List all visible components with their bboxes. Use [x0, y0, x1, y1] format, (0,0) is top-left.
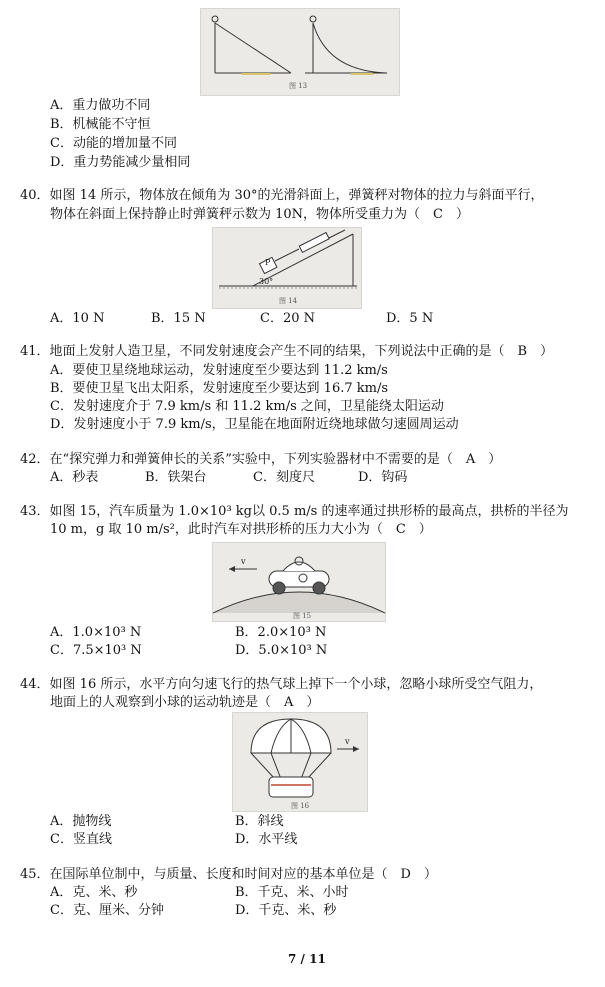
q39-option-d: D．重力势能减少量相同 — [50, 155, 191, 170]
q42-option-d: D．钩码 — [358, 470, 408, 485]
q44-option-c: C．竖直线 — [50, 832, 112, 847]
q43-option-c: C．7.5×10³ N — [50, 643, 142, 658]
q43-stem-line1: 43．如图 15，汽车质量为 1.0×10³ kg以 0.5 m/s 的速率通过拱形桥的最高点，拱桥的半径为 — [20, 504, 569, 519]
q44-option-a: A．抛物线 — [50, 814, 112, 829]
q39-option-a: A．重力做功不同 — [50, 98, 151, 113]
q41-stem: 41．地面上发射人造卫星，不同发射速度会产生不同的结果，下列说法中正确的是（ B ） — [20, 344, 554, 359]
figure-15-caption: 图 15 — [293, 612, 312, 620]
q40-option-a: A．10 N — [50, 311, 105, 326]
figure-13-caption: 图 13 — [289, 82, 308, 90]
figure-14-angle: 30° — [259, 277, 274, 286]
figure-14 — [212, 227, 362, 309]
q40-stem-line2: 物体在斜面上保持静止时弹簧秤示数为 10N，物体所受重力为（ C ） — [50, 207, 469, 222]
q41-option-a: A．要使卫星绕地球运动，发射速度至少要达到 11.2 km/s — [50, 363, 388, 378]
q42-stem: 42．在“探究弹力和弹簧伸长的关系”实验中，下列实验器材中不需要的是（ A ） — [20, 452, 502, 467]
q39-option-b: B．机械能不守恒 — [50, 117, 151, 132]
q39-option-c: C．动能的增加量不同 — [50, 136, 177, 151]
q44-stem-line2: 地面上的人观察到小球的运动轨迹是（ A ） — [50, 695, 320, 710]
figure-14-caption: 图 14 — [279, 297, 298, 305]
figure-16 — [232, 712, 368, 812]
figure-13 — [200, 8, 400, 96]
q41-option-d: D．发射速度小于 7.9 km/s，卫星能在地面附近绕地球做匀速圆周运动 — [50, 417, 459, 432]
q42-option-c: C．刻度尺 — [253, 470, 315, 485]
figure-15-drawing — [213, 543, 385, 621]
q40-stem-line1: 40．如图 14 所示，物体放在倾角为 30°的光滑斜面上，弹簧秤对物体的拉力与斜面平行， — [20, 188, 544, 203]
q41-option-b: B．要使卫星飞出太阳系，发射速度至少要达到 16.7 km/s — [50, 381, 389, 396]
q43-option-a: A．1.0×10³ N — [50, 625, 142, 640]
q40-option-d: D．5 N — [386, 311, 434, 326]
q43-stem-line2: 10 m，g 取 10 m/s²，此时汽车对拱形桥的压力大小为（ C ） — [50, 522, 432, 537]
q45-option-d: D．千克、米、秒 — [235, 903, 337, 918]
q43-option-d: D．5.0×10³ N — [235, 643, 328, 658]
figure-16-label-v: v — [345, 737, 350, 746]
q40-option-b: B．15 N — [151, 311, 206, 326]
q45-stem: 45．在国际单位制中，与质量、长度和时间对应的基本单位是（ D ） — [20, 867, 437, 882]
page-number: 7 / 11 — [288, 952, 326, 966]
q43-option-b: B．2.0×10³ N — [235, 625, 327, 640]
q45-option-b: B．千克、米、小时 — [235, 885, 349, 900]
q44-option-d: D．水平线 — [235, 832, 298, 847]
q45-option-a: A．克、米、秒 — [50, 885, 138, 900]
q44-stem-line1: 44．如图 16 所示，水平方向匀速飞行的热气球上掉下一个小球，忽略小球所受空气阻力， — [20, 677, 543, 692]
figure-14-label-p: P — [265, 258, 271, 267]
q42-option-a: A．秒表 — [50, 470, 99, 485]
q45-option-c: C．克、厘米、分钟 — [50, 903, 164, 918]
q44-option-b: B．斜线 — [235, 814, 284, 829]
figure-16-caption: 图 16 — [291, 802, 310, 810]
figure-15-label-v: v — [241, 557, 246, 566]
figure-16-drawing — [233, 713, 367, 811]
figure-15 — [212, 542, 386, 622]
q41-option-c: C．发射速度介于 7.9 km/s 和 11.2 km/s 之间，卫星能绕太阳运动 — [50, 399, 444, 414]
q40-option-c: C．20 N — [260, 311, 315, 326]
q42-option-b: B．铁架台 — [145, 470, 207, 485]
